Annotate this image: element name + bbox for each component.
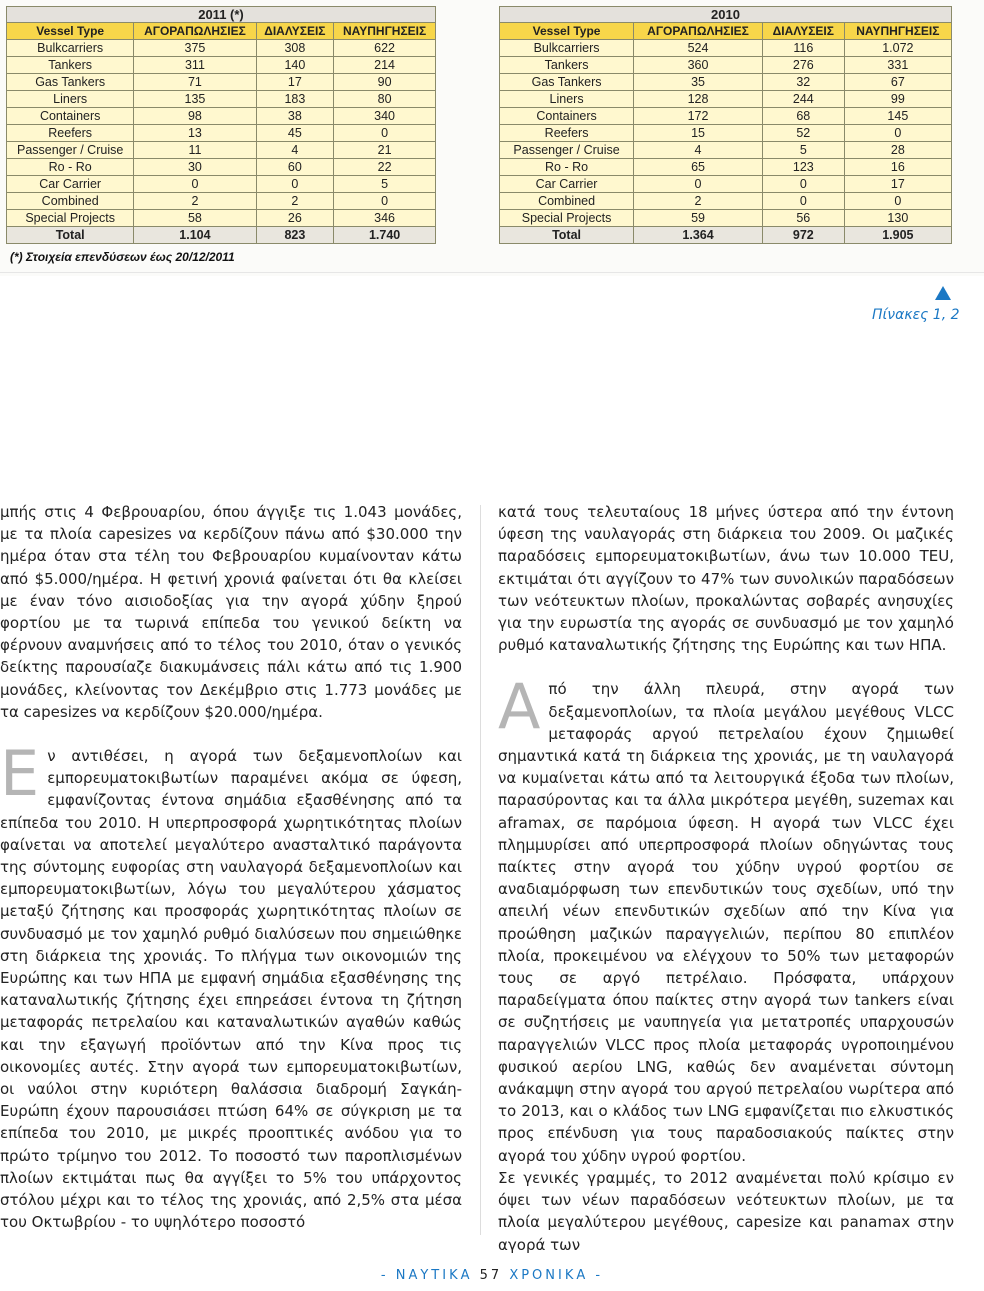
table-row [500, 210, 952, 227]
paragraph: μπής στις 4 Φεβρουαρίου, όπου άγγιξε τις 1.043 μονάδες, με τα πλοία capesizes να κερδίζουν πάνω από $30.000 την ημέρα όταν στα τέλη του Φεβρουαρίου κυμαίνονταν κάτω από $5.000/ημέρα. Η φετινή χρονιά φαίνεται ότι θα κλείσει με έναν τόνο αισιοδοξίας για την αγορά χύδην ξηρού φορτίου με τα τωρινά επίπεδα του γενικού δείκτη να φέρνουν αναμνήσεις από το τέλος του 2010, όταν ο γενικός δείκτης παρουσίαζε διακυμάνσεις πάλι κάτω από τις 1.900 μονάδες, κλείνοντας τον Δεκέμβριο στις 1.773 μονάδες με τα capesizes να κερδίζουν $20.000/ημέρα. [0, 503, 462, 721]
vessel-type-cell: Tankers [500, 57, 634, 74]
value-cell: 2 [134, 193, 256, 210]
value-cell: 11 [134, 142, 256, 159]
table-row [7, 91, 436, 108]
total-value: 1.905 [844, 227, 951, 244]
vessel-type-cell: Ro - Ro [7, 159, 134, 176]
table-row [500, 176, 952, 193]
table-footnote: (*) Στοιχεία επενδύσεων έως 20/12/2011 [10, 250, 235, 264]
value-cell: 98 [134, 108, 256, 125]
value-cell: 80 [334, 91, 436, 108]
value-cell: 346 [334, 210, 436, 227]
value-cell: 145 [844, 108, 951, 125]
value-cell: 67 [844, 74, 951, 91]
value-cell: 30 [134, 159, 256, 176]
triangle-up-icon [935, 286, 951, 300]
value-cell: 140 [256, 57, 334, 74]
vessel-type-cell: Special Projects [500, 210, 634, 227]
value-cell: 0 [334, 193, 436, 210]
table-row [500, 142, 952, 159]
value-cell: 13 [134, 125, 256, 142]
table-2011 [6, 6, 436, 244]
value-cell: 331 [844, 57, 951, 74]
value-cell: 1.072 [844, 40, 951, 57]
value-cell: 311 [134, 57, 256, 74]
value-cell: 0 [134, 176, 256, 193]
value-cell: 130 [844, 210, 951, 227]
vessel-type-cell: Liners [7, 91, 134, 108]
paragraph: κατά τους τελευταίους 18 μήνες ύστερα από την έντονη ύφεση της ναυλαγοράς στη διάρκεια του 2009. Οι μαζικές παραδόσεις εμπορευματοκιβωτίων, άνω των 10.000 TEU, εκτιμάται ότι αγγίζουν το 47% των συνολικών παραδόσεων των νεότευκτων πλοίων, προκαλώντας σοβαρές ανησυχίες για την ευρωστία της αγοράς σε συνδυασμό με τον χαμηλό ρυθμό καταναλωτικής ζήτησης της Ευρώπης και των ΗΠΑ. [498, 503, 954, 655]
value-cell: 214 [334, 57, 436, 74]
drop-cap: Ε [0, 737, 40, 811]
page-number: 57 [479, 1268, 503, 1283]
value-cell: 5 [762, 142, 844, 159]
value-cell: 52 [762, 125, 844, 142]
column-divider [480, 505, 481, 1235]
table-row [7, 142, 436, 159]
value-cell: 0 [256, 176, 334, 193]
footer-left: - ΝΑΥΤΙΚΑ [380, 1268, 473, 1283]
vessel-type-cell: Special Projects [7, 210, 134, 227]
value-cell: 0 [634, 176, 763, 193]
value-cell: 622 [334, 40, 436, 57]
right-column [498, 501, 954, 1256]
vessel-type-cell: Tankers [7, 57, 134, 74]
value-cell: 56 [762, 210, 844, 227]
value-cell: 35 [634, 74, 763, 91]
paragraph [0, 737, 462, 1233]
value-cell: 59 [634, 210, 763, 227]
total-label: Total [7, 227, 134, 244]
value-cell: 4 [256, 142, 334, 159]
table-row [7, 57, 436, 74]
vessel-type-cell: Containers [500, 108, 634, 125]
table-row [500, 125, 952, 142]
value-cell: 15 [634, 125, 763, 142]
value-cell: 135 [134, 91, 256, 108]
value-cell: 308 [256, 40, 334, 57]
table-row [500, 74, 952, 91]
table-row [7, 159, 436, 176]
value-cell: 0 [334, 125, 436, 142]
value-cell: 172 [634, 108, 763, 125]
vessel-type-cell: Bulkcarriers [500, 40, 634, 57]
vessel-type-cell: Liners [500, 91, 634, 108]
value-cell: 99 [844, 91, 951, 108]
table-row [7, 108, 436, 125]
page-footer [0, 1268, 984, 1283]
value-cell: 524 [634, 40, 763, 57]
value-cell: 116 [762, 40, 844, 57]
table-row [7, 40, 436, 57]
vessel-type-cell: Ro - Ro [500, 159, 634, 176]
left-column [0, 501, 462, 1234]
value-cell: 340 [334, 108, 436, 125]
vessel-type-cell: Containers [7, 108, 134, 125]
vessel-type-cell: Passenger / Cruise [500, 142, 634, 159]
value-cell: 68 [762, 108, 844, 125]
value-cell: 28 [844, 142, 951, 159]
paragraph [498, 670, 954, 1166]
value-cell: 0 [844, 193, 951, 210]
table-title: 2011 (*) [7, 7, 436, 23]
value-cell: 244 [762, 91, 844, 108]
total-row [500, 227, 952, 244]
figure-caption: Πίνακες 1, 2 [872, 307, 960, 323]
table-title: 2010 [500, 7, 952, 23]
value-cell: 17 [844, 176, 951, 193]
vessel-type-cell: Gas Tankers [7, 74, 134, 91]
table-row [7, 125, 436, 142]
value-cell: 5 [334, 176, 436, 193]
value-cell: 58 [134, 210, 256, 227]
table-row [7, 176, 436, 193]
value-cell: 2 [256, 193, 334, 210]
value-cell: 0 [762, 176, 844, 193]
column-header: ΑΓΟΡΑΠΩΛΗΣΙΕΣ [634, 23, 763, 40]
table-body [500, 40, 952, 244]
vessel-type-cell: Passenger / Cruise [7, 142, 134, 159]
paragraph-text: ν αντιθέσει, η αγορά των δεξαμενοπλοίων και εμπορευματοκιβωτίων παραμένει ακόμα σε ύφεση, εμφανίζοντας έντονα σημάδια εξασθένησης από τα επίπεδα του 2010. Η υπερπροσφορά χωρητικότητας πλοίων φαίνεται να αποτελεί μεγαλύτερο ανασταλτικό παράγοντα της σύντομης ευφορίας στη ναυλαγορά δεξαμενοπλοίων και εμπορευματοκιβωτίων, λόγω του μεγαλύτερου χάσματος μεταξύ ζήτησης και προσφοράς χωρητικότητας πλοίων σε συνδυασμό με τον χαμηλό ρυθμό διαλύσεων που σημειώθηκε στη διάρκεια της χρονιάς. Το πλήγμα των οικονομιών της Ευρώπης και των ΗΠΑ με εμφανή σημάδια εξασθένησης της καταναλωτικής ζήτησης έχει επηρεάσει έντονα τη ζήτηση μεταφοράς πετρελαίου και καταναλωτικών αγαθών καθώς και την εξαγωγή προϊόντων από την Κίνα προς τις οικονομίες αυτές. Στην αγορά των εμπορευματοκιβωτίων, οι ναύλοι στην κυριότερη θαλάσσια διαδρομή Σαγκάη-Ευρώπη έχουν παρουσιάσει πτώση 64% σε σύγκριση με τα επίπεδα του 2010, με μικρές προοπτικές ανόδου για το πρώτο τρίμηνο του 2012. Το ποσοστό των παροπλισμένων πλοίων εκτιμάται πως θα αγγίξει το 5% του υπάρχοντος στόλου μέχρι και το τέλος της χρονιάς, από 2,5% στα μέσα του Οκτωβρίου - το υψηλότερο ποσοστό [0, 747, 462, 1232]
total-value: 823 [256, 227, 334, 244]
vessel-type-cell: Reefers [500, 125, 634, 142]
value-cell: 375 [134, 40, 256, 57]
vessel-type-cell: Car Carrier [7, 176, 134, 193]
value-cell: 38 [256, 108, 334, 125]
value-cell: 183 [256, 91, 334, 108]
table-row [500, 40, 952, 57]
total-value: 1.104 [134, 227, 256, 244]
total-value: 1.364 [634, 227, 763, 244]
statistics-tables [0, 0, 984, 276]
table-body [7, 40, 436, 244]
value-cell: 65 [634, 159, 763, 176]
value-cell: 26 [256, 210, 334, 227]
column-header: ΑΓΟΡΑΠΩΛΗΣΙΕΣ [134, 23, 256, 40]
column-header: Vessel Type [500, 23, 634, 40]
drop-cap: Α [498, 670, 541, 744]
total-value: 972 [762, 227, 844, 244]
value-cell: 4 [634, 142, 763, 159]
total-label: Total [500, 227, 634, 244]
table-row [500, 91, 952, 108]
paragraph: Σε γενικές γραμμές, το 2012 αναμένεται πολύ κρίσιμο εν όψει των νέων παραδόσεων νεότευκτων πλοίων, με τα πλοία μεγαλύτερου μεγέθους, capesize και panamax στην αγορά των [498, 1168, 954, 1254]
value-cell: 45 [256, 125, 334, 142]
value-cell: 276 [762, 57, 844, 74]
value-cell: 22 [334, 159, 436, 176]
column-header: ΔΙΑΛΥΣΕΙΣ [256, 23, 334, 40]
value-cell: 128 [634, 91, 763, 108]
value-cell: 90 [334, 74, 436, 91]
vessel-type-cell: Car Carrier [500, 176, 634, 193]
divider [0, 272, 984, 273]
table-row [7, 74, 436, 91]
value-cell: 60 [256, 159, 334, 176]
total-value: 1.740 [334, 227, 436, 244]
value-cell: 0 [844, 125, 951, 142]
table-row [500, 57, 952, 74]
total-row [7, 227, 436, 244]
value-cell: 123 [762, 159, 844, 176]
value-cell: 0 [762, 193, 844, 210]
value-cell: 17 [256, 74, 334, 91]
vessel-type-cell: Combined [500, 193, 634, 210]
value-cell: 360 [634, 57, 763, 74]
value-cell: 71 [134, 74, 256, 91]
table-row [7, 210, 436, 227]
vessel-type-cell: Reefers [7, 125, 134, 142]
table-row [500, 193, 952, 210]
column-header: ΝΑΥΠΗΓΗΣΕΙΣ [334, 23, 436, 40]
footer-right: ΧΡΟΝΙΚΑ - [509, 1268, 604, 1283]
table-2010 [499, 6, 952, 244]
value-cell: 2 [634, 193, 763, 210]
column-header: ΔΙΑΛΥΣΕΙΣ [762, 23, 844, 40]
column-header: Vessel Type [7, 23, 134, 40]
value-cell: 32 [762, 74, 844, 91]
vessel-type-cell: Combined [7, 193, 134, 210]
column-header: ΝΑΥΠΗΓΗΣΕΙΣ [844, 23, 951, 40]
table-row [7, 193, 436, 210]
value-cell: 21 [334, 142, 436, 159]
vessel-type-cell: Bulkcarriers [7, 40, 134, 57]
table-row [500, 108, 952, 125]
value-cell: 16 [844, 159, 951, 176]
paragraph-text: πό την άλλη πλευρά, στην αγορά των δεξαμενοπλοίων, τα πλοία μεγάλου μεγέθους VLCC μεταφοράς αργού πετρελαίου έχουν ζημιωθεί σημαντικά κατά τη διάρκεια της χρονιάς, με τη ναυλαγορά να κυμαίνεται κάτω από τα λειτουργικά έξοδα των πλοίων, παρασύροντας και τα άλλα μικρότερα μεγέθη, suzemax και aframax, σε παρόμοια ύφεση. Η αγορά των VLCC έχει πλημμυρίσει από υπερπροσφορά πλοίων οδηγώντας τους παίκτες στην αγορά του χύδην υγρού φορτίου σε αναδιαμόρφωση των επενδυτικών τους σχεδίων, υπό την απειλή νέων επενδυτικών σχεδίων από την Κίνα για προώθηση μαζικών παραγγελιών, περίπου 80 επιπλέον πλοία, προκειμένου να ελέγχουν το 50% των μεταφορών τους σε αργό πετρέλαιο. Πρόσφατα, υπάρχουν παραδείγματα όπου παίκτες στην αγορά των tankers είναι σε συζητήσεις με ναυπηγεία για μετατροπές υπαρχουσών παραγγελιών VLCC προς πλοία μεταφοράς υγροποιημένου φυσικού αερίου LNG, καθώς δεν αναμένεται σύντομη ανάκαμψη στην αγορά του αργού πετρελαίου νωρίτερα από το 2013, και ο κλάδος των LNG εμφανίζεται πιο ελκυστικός προς επένδυση για τους παραδοσιακούς παίκτες στην αγορά του χύδην υγρού φορτίου. [498, 680, 954, 1165]
table-row [500, 159, 952, 176]
vessel-type-cell: Gas Tankers [500, 74, 634, 91]
